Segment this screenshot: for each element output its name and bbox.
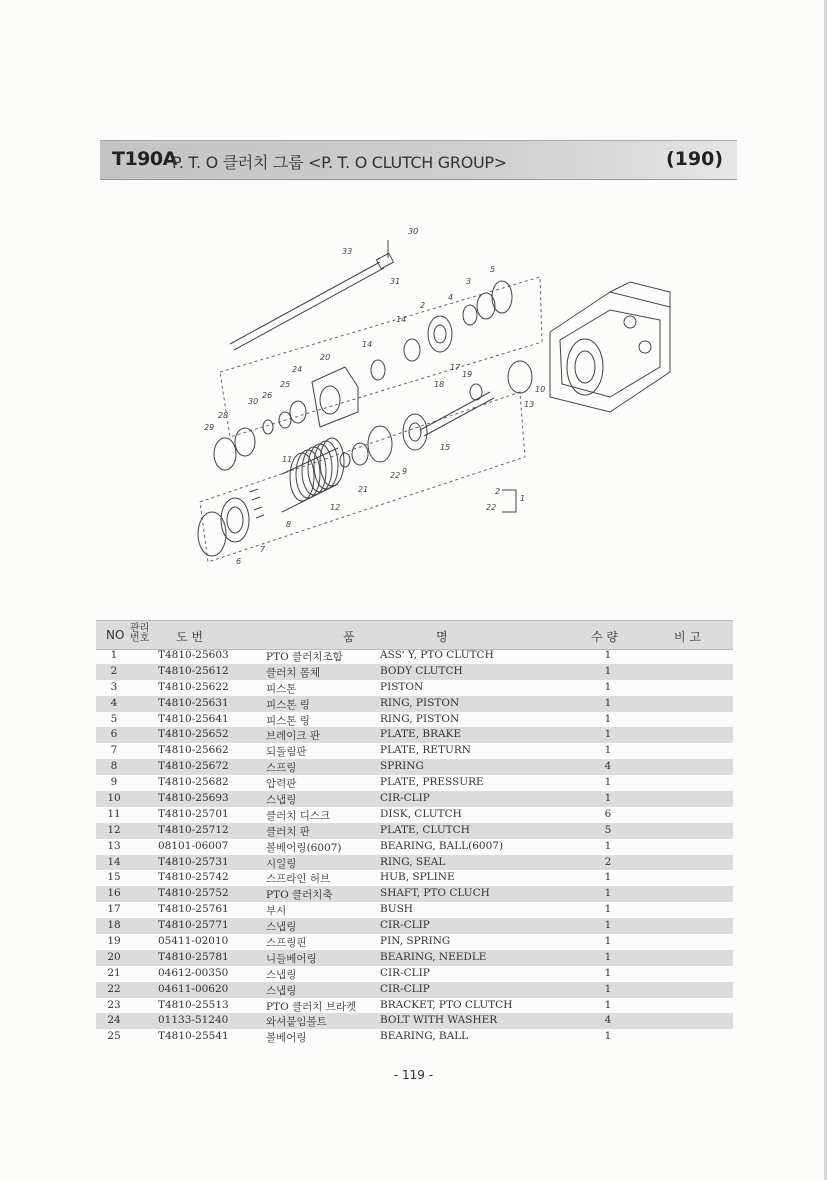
title-bar — [100, 140, 737, 180]
table-row — [96, 807, 733, 823]
header-name: 명 — [436, 630, 448, 644]
row-korean-name: PTO 클러치조합 — [266, 651, 343, 663]
row-english-name: BRACKET, PTO CLUTCH — [380, 998, 513, 1011]
row-korean-name: 클러치 디스크 — [266, 809, 331, 822]
row-korean-name: 피스톤 링 — [266, 714, 310, 727]
row-no: 21 — [107, 966, 121, 979]
header-remark: 비 고 — [674, 630, 701, 644]
row-no: 25 — [107, 1030, 121, 1043]
row-part-number: T4810-25513 — [158, 998, 229, 1011]
row-part-number: T4810-25771 — [158, 919, 229, 932]
table-row — [96, 664, 733, 680]
svg-text:5: 5 — [490, 265, 496, 274]
row-part-number: T4810-25752 — [158, 887, 229, 900]
svg-text:12: 12 — [330, 503, 341, 512]
row-part-number: T4810-25682 — [158, 776, 229, 789]
row-no: 14 — [107, 855, 121, 868]
row-no: 24 — [107, 1014, 121, 1027]
row-part-number: T4810-25603 — [158, 649, 229, 661]
row-korean-name: 볼베어링 — [266, 1032, 307, 1045]
row-no: 20 — [107, 950, 121, 963]
page-number: - 119 - — [393, 1068, 434, 1082]
row-quantity: 1 — [604, 903, 612, 916]
row-quantity: 4 — [604, 760, 612, 773]
row-quantity: 1 — [604, 649, 612, 661]
table-row — [96, 696, 733, 712]
table-row — [96, 1029, 733, 1045]
row-no: 4 — [110, 696, 118, 709]
svg-text:2: 2 — [495, 487, 501, 496]
svg-text:15: 15 — [440, 443, 451, 452]
row-english-name: HUB, SPLINE — [380, 871, 455, 884]
row-english-name: BEARING, BALL — [380, 1030, 469, 1043]
row-part-number: 05411-02010 — [158, 935, 229, 948]
row-quantity: 1 — [604, 776, 612, 789]
row-quantity: 1 — [604, 887, 612, 900]
row-no: 15 — [107, 871, 121, 884]
table-row — [96, 918, 733, 934]
row-quantity: 1 — [604, 950, 612, 963]
row-korean-name: 스프라인 허브 — [266, 873, 331, 886]
table-row — [96, 870, 733, 886]
row-part-number: T4810-25693 — [158, 792, 229, 805]
row-part-number: 04611-00620 — [158, 982, 229, 995]
table-row — [96, 1013, 733, 1029]
svg-text:13: 13 — [524, 400, 535, 409]
row-part-number: T4810-25612 — [158, 664, 229, 677]
row-korean-name: 시일링 — [266, 857, 297, 870]
svg-text:25: 25 — [280, 380, 291, 389]
row-no: 12 — [107, 823, 121, 836]
row-english-name: RING, PISTON — [380, 712, 460, 725]
row-english-name: PISTON — [380, 680, 424, 693]
row-quantity: 1 — [604, 664, 612, 677]
svg-text:33: 33 — [342, 247, 353, 256]
row-quantity: 1 — [604, 839, 612, 852]
row-english-name: CIR-CLIP — [380, 792, 430, 805]
row-korean-name: 스냅링 — [266, 921, 297, 934]
table-row — [96, 775, 733, 791]
row-part-number: T4810-25641 — [158, 712, 229, 725]
table-row — [96, 743, 733, 759]
svg-text:8: 8 — [286, 520, 292, 529]
row-korean-name: 와셔붙임볼트 — [266, 1016, 327, 1029]
table-row — [96, 727, 733, 743]
row-korean-name: PTO 클러치축 — [266, 889, 333, 902]
svg-text:14: 14 — [396, 315, 407, 324]
exploded-parts-diagram — [190, 222, 680, 582]
row-no: 10 — [107, 792, 121, 805]
row-english-name: PLATE, BRAKE — [380, 728, 462, 741]
svg-text:9: 9 — [402, 467, 408, 476]
group-title: P. T. O 클러치 그룹 <P. T. O CLUTCH GROUP> — [172, 153, 507, 172]
row-english-name: BEARING, NEEDLE — [380, 950, 487, 963]
row-part-number: T4810-25701 — [158, 807, 229, 820]
table-row — [96, 712, 733, 728]
svg-text:30: 30 — [408, 227, 419, 236]
row-quantity: 4 — [604, 1014, 612, 1027]
svg-text:21: 21 — [358, 485, 369, 494]
header-no: NO — [106, 628, 125, 642]
row-part-number: 04612-00350 — [158, 966, 229, 979]
table-row — [96, 759, 733, 775]
svg-text:3: 3 — [466, 277, 472, 286]
row-quantity: 1 — [604, 792, 612, 805]
svg-text:30: 30 — [248, 397, 259, 406]
row-korean-name: 볼베어링(6007) — [266, 841, 342, 854]
svg-text:17: 17 — [450, 363, 461, 372]
row-part-number: 01133-51240 — [158, 1014, 229, 1027]
row-no: 1 — [110, 649, 118, 661]
model-code: T190A — [112, 148, 177, 170]
row-quantity: 1 — [604, 935, 612, 948]
row-korean-name: 스프링 — [266, 762, 297, 775]
row-korean-name: 스냅링 — [266, 794, 297, 807]
row-part-number: T4810-25712 — [158, 823, 229, 836]
header-qty: 수 량 — [591, 630, 618, 644]
row-quantity: 6 — [604, 807, 612, 820]
row-korean-name: 되돌림판 — [266, 746, 307, 759]
row-quantity: 1 — [604, 696, 612, 709]
row-no: 23 — [107, 998, 121, 1011]
row-part-number: T4810-25672 — [158, 760, 229, 773]
row-english-name: BOLT WITH WASHER — [380, 1014, 498, 1027]
row-part-number: T4810-25622 — [158, 680, 229, 693]
row-english-name: ASS' Y, PTO CLUTCH — [380, 649, 494, 661]
svg-text:2: 2 — [420, 301, 426, 310]
row-quantity: 1 — [604, 919, 612, 932]
row-quantity: 1 — [604, 728, 612, 741]
table-row — [96, 855, 733, 871]
svg-text:4: 4 — [448, 293, 454, 302]
row-quantity: 1 — [604, 871, 612, 884]
row-no: 6 — [110, 728, 118, 741]
parts-table-header — [96, 620, 733, 650]
row-english-name: RING, PISTON — [380, 696, 460, 709]
row-no: 3 — [110, 680, 118, 693]
table-row — [96, 791, 733, 807]
row-korean-name: 스냅링 — [266, 984, 297, 997]
svg-text:1: 1 — [520, 494, 526, 503]
table-row — [96, 823, 733, 839]
row-english-name: PIN, SPRING — [380, 935, 451, 948]
header-mgmt-no: 관리 번호 — [130, 623, 150, 644]
row-english-name: BUSH — [380, 903, 413, 916]
table-row — [96, 648, 733, 664]
row-korean-name: 부시 — [266, 905, 287, 918]
row-english-name: DISK, CLUTCH — [380, 807, 462, 820]
header-item: 품 — [343, 630, 355, 644]
svg-text:14: 14 — [362, 340, 373, 349]
table-row — [96, 950, 733, 966]
row-quantity: 1 — [604, 744, 612, 757]
row-korean-name: 피스톤 링 — [266, 698, 310, 711]
row-english-name: PLATE, CLUTCH — [380, 823, 470, 836]
row-quantity: 5 — [604, 823, 612, 836]
row-part-number: T4810-25652 — [158, 728, 229, 741]
svg-text:7: 7 — [260, 545, 266, 554]
row-part-number: T4810-25541 — [158, 1030, 229, 1043]
row-korean-name: 니들베어링 — [266, 952, 317, 965]
row-no: 9 — [110, 776, 118, 789]
table-row — [96, 966, 733, 982]
svg-text:28: 28 — [218, 411, 229, 420]
row-korean-name: PTO 클러치 브라켓 — [266, 1000, 357, 1013]
row-part-number: T4810-25761 — [158, 903, 229, 916]
parts-table-body — [96, 648, 733, 1045]
row-english-name: BEARING, BALL(6007) — [380, 839, 504, 852]
row-english-name: CIR-CLIP — [380, 966, 430, 979]
table-row — [96, 680, 733, 696]
row-quantity: 1 — [604, 998, 612, 1011]
svg-text:10: 10 — [535, 385, 546, 394]
table-row — [96, 982, 733, 998]
group-page-code: (190) — [665, 148, 723, 170]
row-quantity: 1 — [604, 966, 612, 979]
row-english-name: CIR-CLIP — [380, 982, 430, 995]
row-korean-name: 압력판 — [266, 778, 297, 791]
row-no: 13 — [107, 839, 121, 852]
row-part-number: 08101-06007 — [158, 839, 229, 852]
row-english-name: PLATE, RETURN — [380, 744, 471, 757]
row-korean-name: 스냅링 — [266, 968, 297, 981]
svg-text:22: 22 — [390, 471, 401, 480]
row-no: 8 — [110, 760, 118, 773]
table-row — [96, 839, 733, 855]
row-part-number: T4810-25742 — [158, 871, 229, 884]
svg-text:24: 24 — [292, 365, 303, 374]
row-no: 18 — [107, 919, 121, 932]
svg-text:20: 20 — [320, 353, 331, 362]
row-english-name: SHAFT, PTO CLUCH — [380, 887, 490, 900]
svg-text:19: 19 — [462, 370, 473, 379]
row-english-name: PLATE, PRESSURE — [380, 776, 484, 789]
row-quantity: 1 — [604, 1030, 612, 1043]
svg-text:6: 6 — [236, 557, 242, 566]
row-part-number: T4810-25731 — [158, 855, 229, 868]
row-no: 11 — [107, 807, 121, 820]
svg-text:22: 22 — [486, 503, 497, 512]
row-korean-name: 피스톤 — [266, 682, 297, 695]
row-quantity: 2 — [604, 855, 612, 868]
row-english-name: RING, SEAL — [380, 855, 446, 868]
row-english-name: SPRING — [380, 760, 424, 773]
svg-text:26: 26 — [262, 391, 273, 400]
row-part-number: T4810-25631 — [158, 696, 229, 709]
svg-text:11: 11 — [282, 455, 293, 464]
row-no: 17 — [107, 903, 121, 916]
table-row — [96, 886, 733, 902]
table-row — [96, 998, 733, 1014]
table-row — [96, 934, 733, 950]
row-quantity: 1 — [604, 982, 612, 995]
header-drawing-no: 도 번 — [176, 630, 203, 644]
row-part-number: T4810-25781 — [158, 950, 229, 963]
row-no: 19 — [107, 935, 121, 948]
row-korean-name: 클러치 판 — [266, 825, 310, 838]
row-no: 7 — [110, 744, 118, 757]
row-english-name: CIR-CLIP — [380, 919, 430, 932]
row-no: 16 — [107, 887, 121, 900]
row-quantity: 1 — [604, 680, 612, 693]
row-no: 2 — [110, 664, 118, 677]
svg-text:31: 31 — [390, 277, 401, 286]
row-quantity: 1 — [604, 712, 612, 725]
row-english-name: BODY CLUTCH — [380, 664, 463, 677]
row-korean-name: 스프링핀 — [266, 937, 307, 950]
svg-text:29: 29 — [204, 423, 215, 432]
row-korean-name: 클러치 몸체 — [266, 666, 321, 679]
row-part-number: T4810-25662 — [158, 744, 229, 757]
row-no: 22 — [107, 982, 121, 995]
row-no: 5 — [110, 712, 118, 725]
row-korean-name: 브레이크 판 — [266, 730, 321, 743]
table-row — [96, 902, 733, 918]
svg-text:18: 18 — [434, 380, 445, 389]
